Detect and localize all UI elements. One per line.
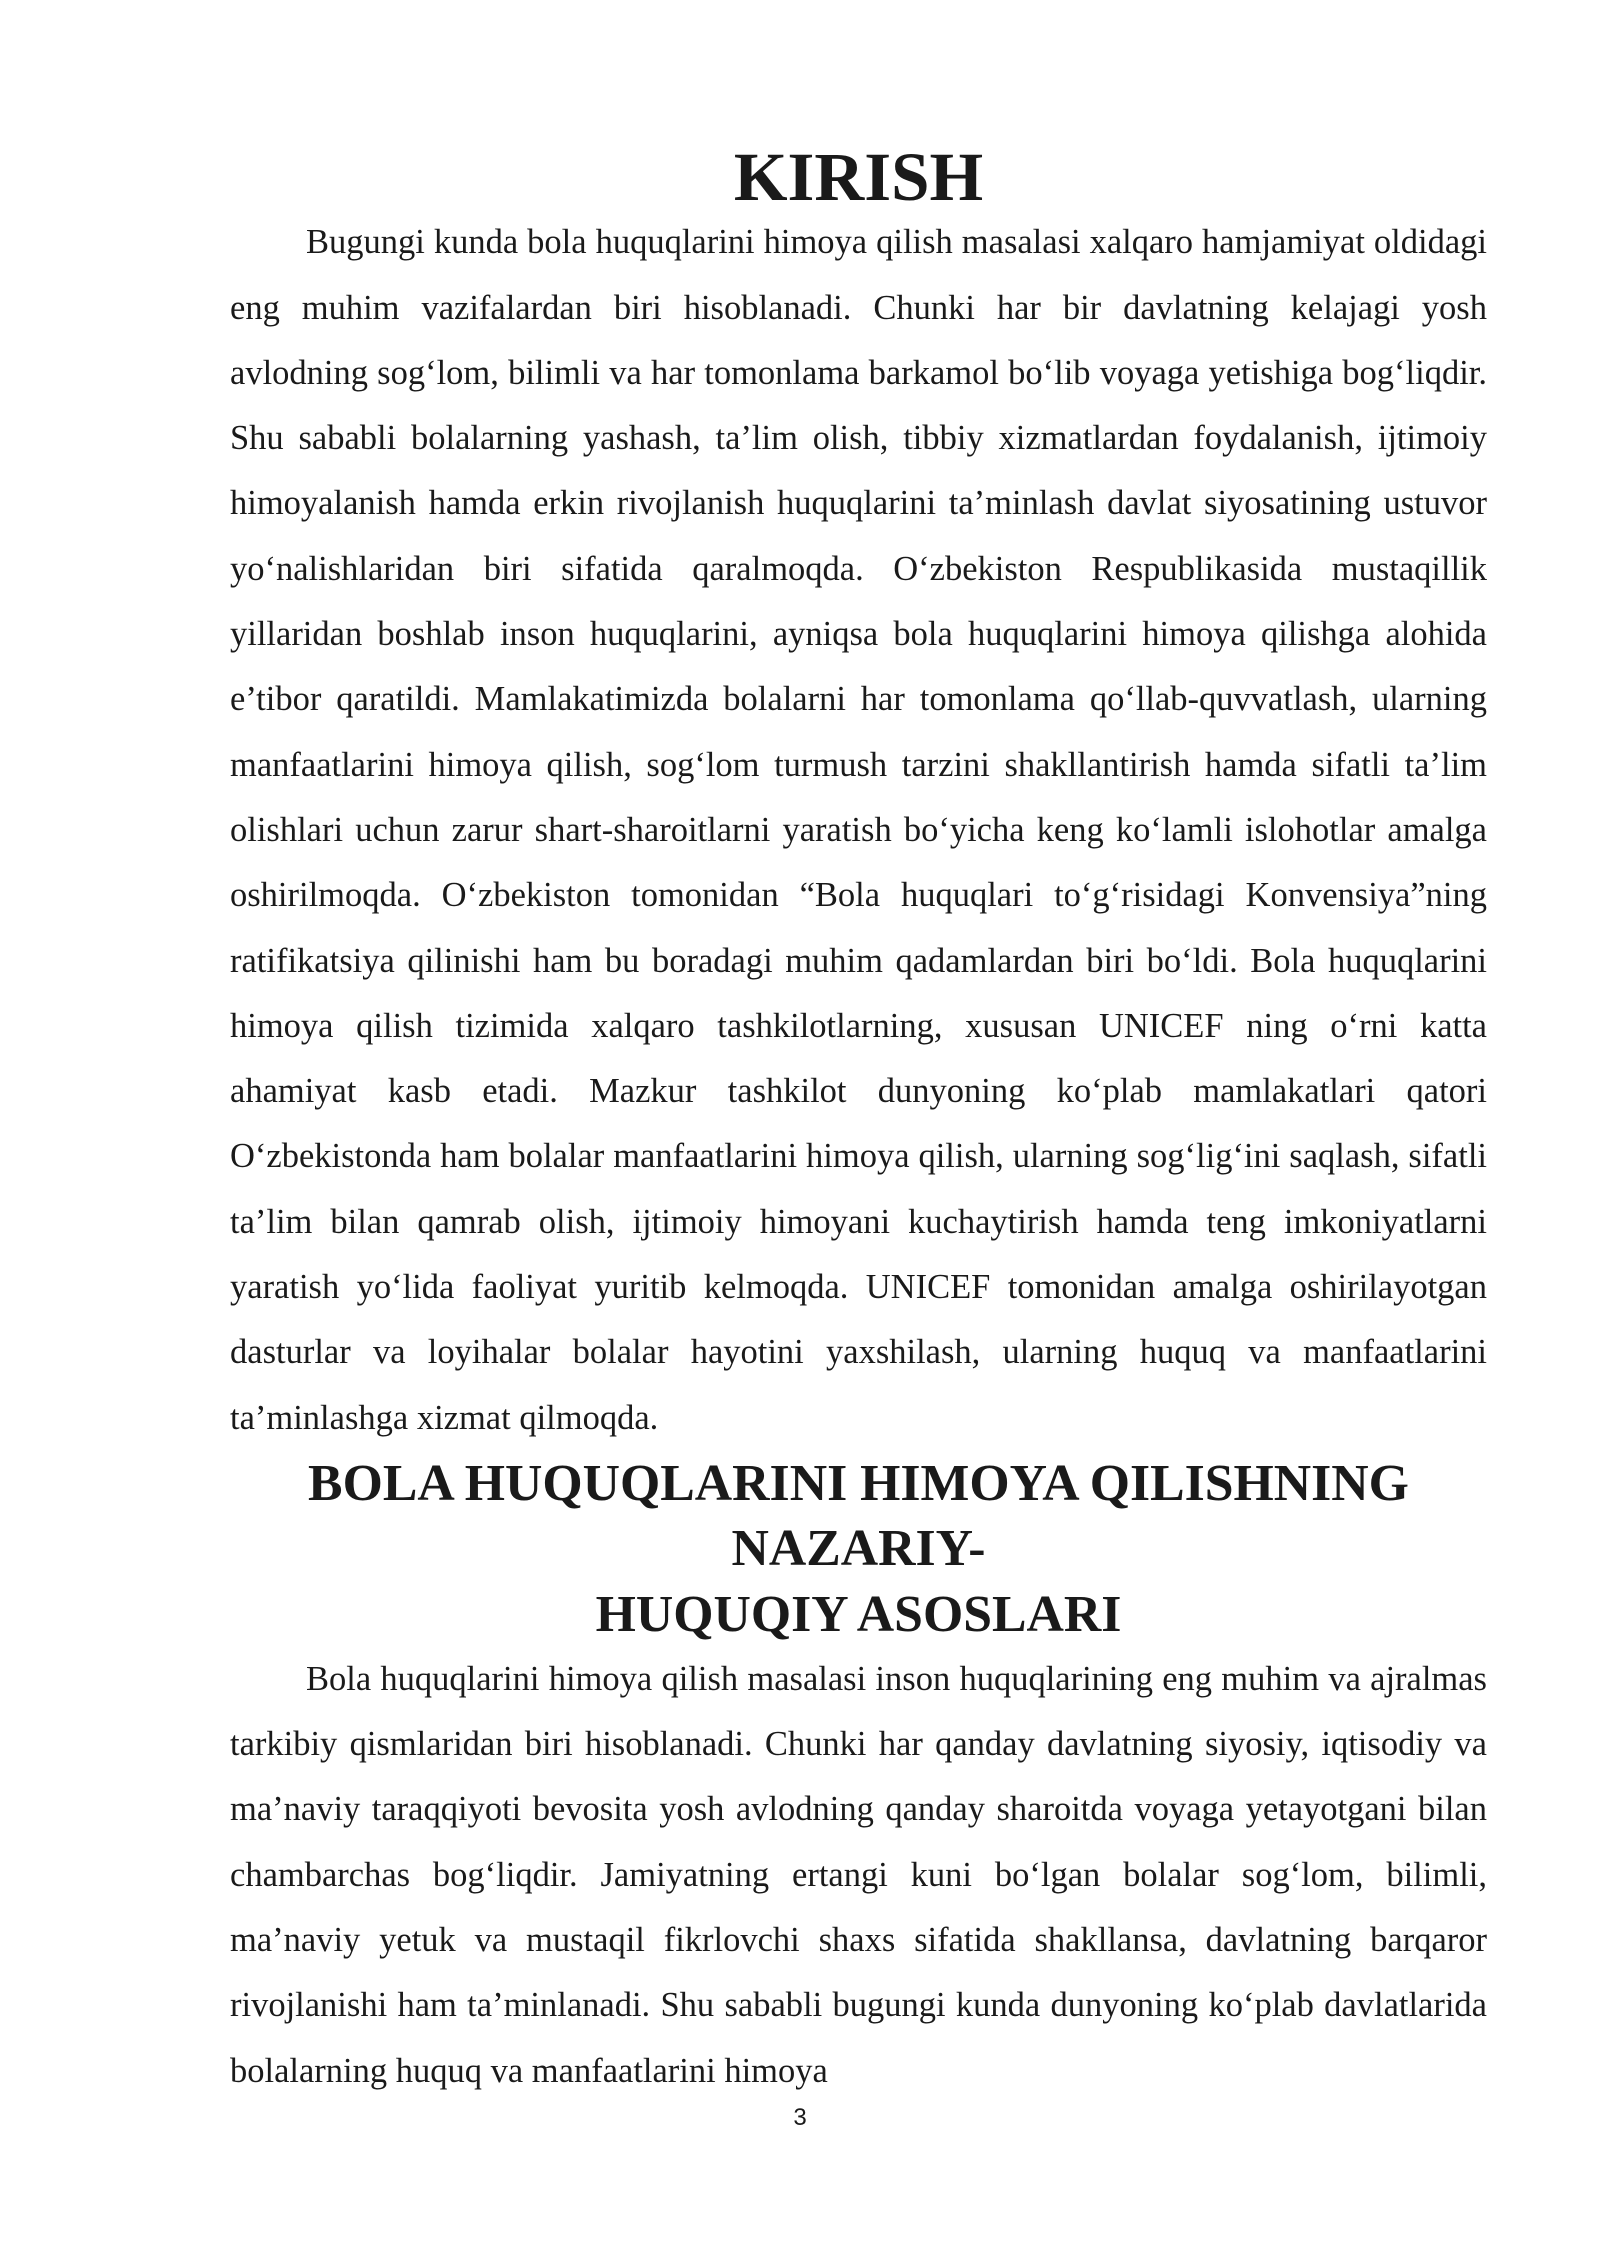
page-number: 3	[793, 2104, 807, 2131]
intro-heading: KIRISH	[733, 139, 984, 215]
section-heading	[230, 1451, 1487, 1647]
section-heading-line-2: HUQUQIY ASOSLARI	[595, 1585, 1122, 1643]
intro-paragraph: Bugungi kunda bola huquqlarini himoya qilish masalasi xalqaro hamjamiyat oldidagi eng muhim vazifalardan biri hisoblanadi. Chunki har bir davlatning kelajagi yosh avlodning sog‘lom, bilimli va har tomonlama barkamol bo‘lib voyaga yetishiga bog‘liqdir. Shu sababli bolalarning yashash, ta’lim olish, tibbiy xizmatlardan foydalanish, ijtimoiy himoyalanish hamda erkin rivojlanish huquqlarini ta’minlash davlat siyosatining ustuvor yo‘nalishlaridan biri sifatida qaralmoqda. O‘zbekiston Respublikasida mustaqillik yillaridan boshlab inson huquqlarini, ayniqsa bola huquqlarini himoya qilishga alohida e’tibor qaratildi. Mamlakatimizda bolalarni har tomonlama qo‘llab-quvvatlash, ularning manfaatlarini himoya qilish, sog‘lom turmush tarzini shakllantirish hamda sifatli ta’lim olishlari uchun zarur shart-sharoitlarni yaratish bo‘yicha keng ko‘lamli islohotlar amalga oshirilmoqda. O‘zbekiston tomonidan “Bola huquqlari to‘g‘risidagi Konvensiya”ning ratifikatsiya qilinishi ham bu boradagi muhim qadamlardan biri bo‘ldi. Bola huquqlarini himoya qilish tizimida xalqaro tashkilotlarning, xususan UNICEF ning o‘rni katta ahamiyat kasb etadi. Mazkur tashkilot dunyoning ko‘plab mamlakatlari qatori O‘zbekistonda ham bolalar manfaatlarini himoya qilish, ularning sog‘lig‘ini saqlash, sifatli ta’lim bilan qamrab olish, ijtimoiy himoyani kuchaytirish hamda teng imkoniyatlarni yaratish yo‘lida faoliyat yuritib kelmoqda. UNICEF tomonidan amalga oshirilayotgan dasturlar va loyihalar bolalar hayotini yaxshilash, ularning huquq va manfaatlarini ta’minlashga xizmat qilmoqda.	[230, 223, 1487, 1437]
page-content	[230, 139, 1487, 2104]
section-paragraph: Bola huquqlarini himoya qilish masalasi inson huquqlarining eng muhim va ajralmas tarkibiy qismlaridan biri hisoblanadi. Chunki har qanday davlatning siyosiy, iqtisodiy va ma’naviy taraqqiyoti bevosita yosh avlodning qanday sharoitda voyaga yetayotgani bilan chambarchas bog‘liqdir. Jamiyatning ertangi kuni bo‘lgan bolalar sog‘lom, bilimli, ma’naviy yetuk va mustaqil fikrlovchi shaxs sifatida shakllansa, davlatning barqaror rivojlanishi ham ta’minlanadi. Shu sababli bugungi kunda dunyoning ko‘plab davlatlarida bolalarning huquq va manfaatlarini himoya	[230, 1659, 1487, 2090]
section-heading-line-1: BOLA HUQUQLARINI HIMOYA QILISHNING NAZARIY-	[308, 1454, 1409, 1578]
